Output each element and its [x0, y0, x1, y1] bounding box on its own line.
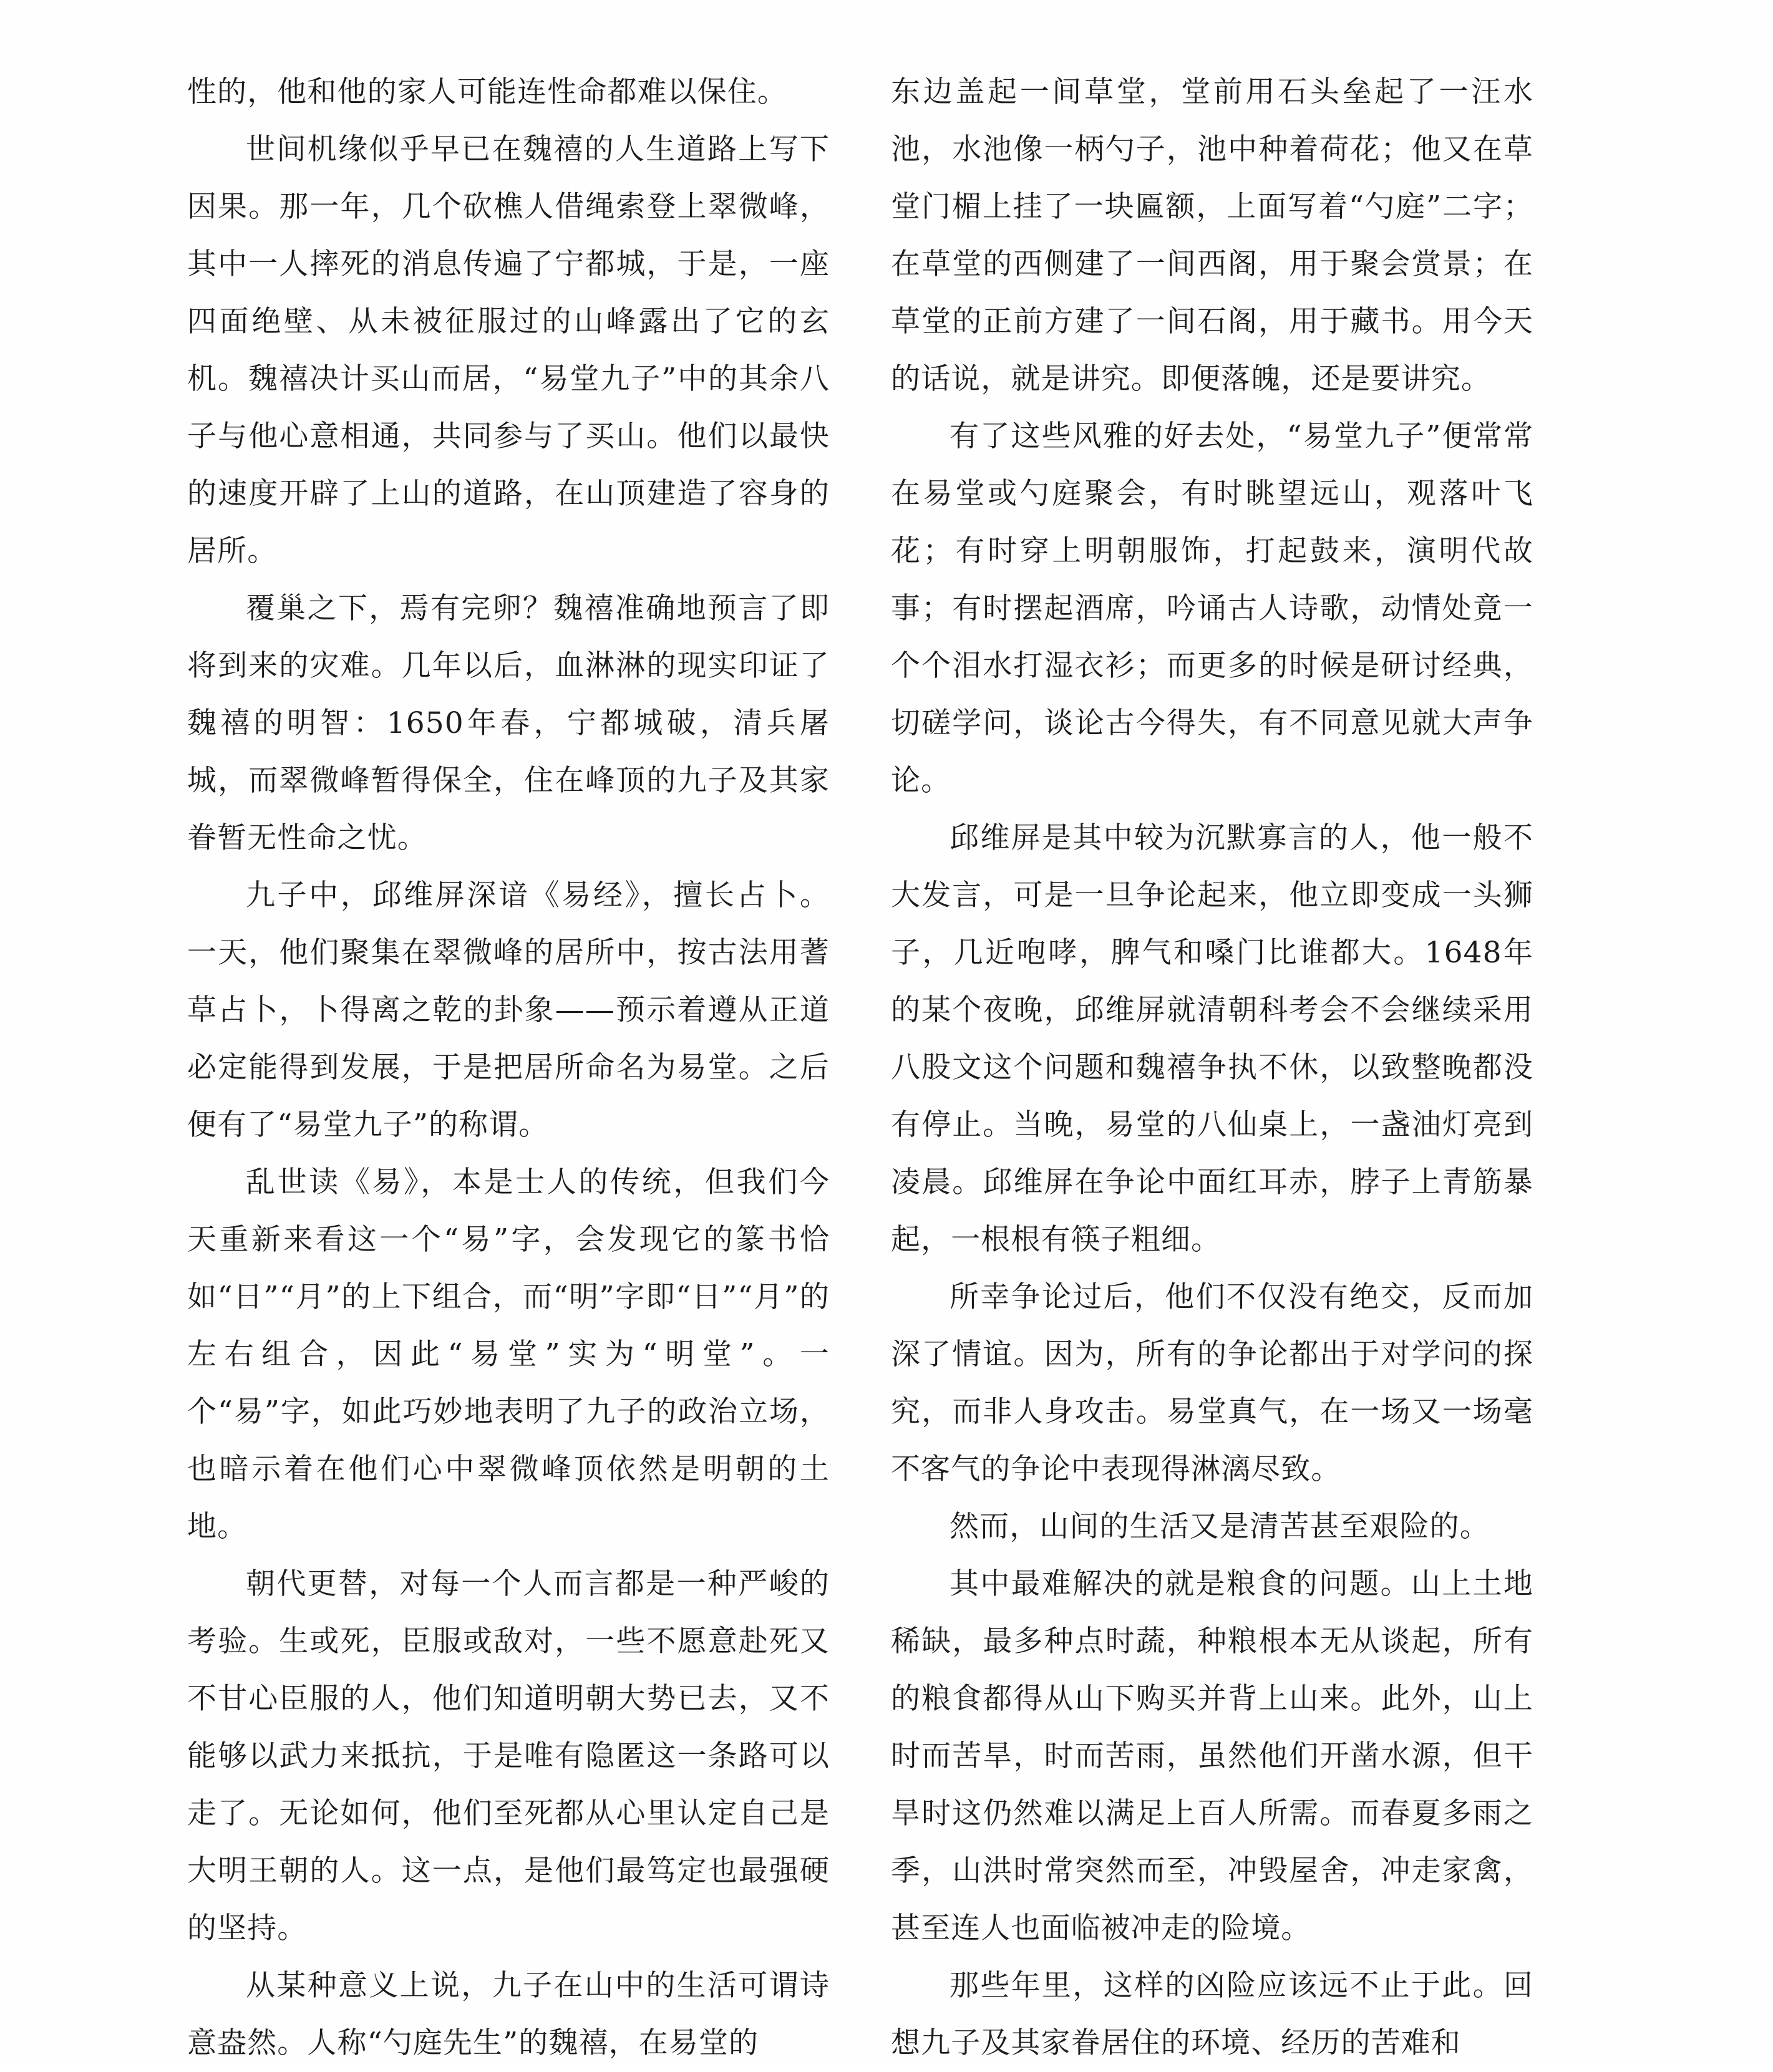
paragraph: 九子中，邱维屏深谙《易经》，擅长占卜。一天，他们聚集在翠微峰的居所中，按古法用蓍草占卜，卜得离之乾的卦象——预示着遵从正道必定能得到发展，于是把居所命名为易堂。之后便有了“易堂九子”的称谓。	[187, 878, 830, 1142]
paragraph: 邱维屏是其中较为沉默寡言的人，他一般不大发言，可是一旦争论起来，他立即变成一头狮子，几近咆哮，脾气和嗓门比谁都大。1648年的某个夜晚，邱维屏就清朝科考会不会继续采用八股文这个问题和魏禧争执不休，以致整晚都没有停止。当晚，易堂的八仙桌上，一盏油灯亮到凌晨。邱维屏在争论中面红耳赤，脖子上青筋暴起，一根根有筷子粗细。	[891, 821, 1533, 1257]
left-column	[187, 64, 830, 2072]
paragraph: 从某种意义上说，九子在山中的生活可谓诗意盎然。人称“勺庭先生”的魏禧，在易堂的	[187, 1968, 830, 2060]
paragraph: 所幸争论过后，他们不仅没有绝交，反而加深了情谊。因为，所有的争论都出于对学问的探究，而非人身攻击。易堂真气，在一场又一场毫不客气的争论中表现得淋漓尽致。	[891, 1280, 1533, 1486]
paragraph: 乱世读《易》，本是士人的传统，但我们今天重新来看这一个“易”字，会发现它的篆书恰如“日”“月”的上下组合，而“明”字即“日”“月”的左右组合，因此“易堂”实为“明堂”。一个“易”字，如此巧妙地表明了九子的政治立场，也暗示着在他们心中翠微峰顶依然是明朝的土地。	[187, 1165, 830, 1544]
paragraph: 其中最难解决的就是粮食的问题。山上土地稀缺，最多种点时蔬，种粮根本无从谈起，所有的粮食都得从山下购买并背上山来。此外，山上时而苦旱，时而苦雨，虽然他们开凿水源，但干旱时这仍然难以满足上百人所需。而春夏多雨之季，山洪时常突然而至，冲毁屋舍，冲走家禽，甚至连人也面临被冲走的险境。	[891, 1567, 1533, 1945]
paragraph: 然而，山间的生活又是清苦甚至艰险的。	[950, 1509, 1490, 1544]
paragraph: 那些年里，这样的凶险应该远不止于此。回想九子及其家眷居住的环境、经历的苦难和	[891, 1968, 1533, 2060]
paragraph: 世间机缘似乎早已在魏禧的人生道路上写下因果。那一年，几个砍樵人借绳索登上翠微峰，其中一人摔死的消息传遍了宁都城，于是，一座四面绝壁、从未被征服过的山峰露出了它的玄机。魏禧决计买山而居，“易堂九子”中的其余八子与他心意相通，共同参与了买山。他们以最快的速度开辟了上山的道路，在山顶建造了容身的居所。	[187, 132, 830, 568]
right-column	[891, 64, 1533, 2072]
paragraph: 有了这些风雅的好去处，“易堂九子”便常常在易堂或勺庭聚会，有时眺望远山，观落叶飞花；有时穿上明朝服饰，打起鼓来，演明代故事；有时摆起酒席，吟诵古人诗歌，动情处竟一个个泪水打湿衣衫；而更多的时候是研讨经典，切磋学问，谈论古今得失，有不同意见就大声争论。	[891, 419, 1533, 798]
paragraph: 东边盖起一间草堂，堂前用石头垒起了一汪水池，水池像一柄勺子，池中种着荷花；他又在草堂门楣上挂了一块匾额，上面写着“勺庭”二字；在草堂的西侧建了一间西阁，用于聚会赏景；在草堂的正前方建了一间石阁，用于藏书。用今天的话说，就是讲究。即便落魄，还是要讲究。	[891, 75, 1533, 396]
paragraph: 性的，他和他的家人可能连性命都难以保住。	[187, 75, 787, 109]
paragraph: 覆巢之下，焉有完卵？魏禧准确地预言了即将到来的灾难。几年以后，血淋淋的现实印证了魏禧的明智：1650年春，宁都城破，清兵屠城，而翠微峰暂得保全，住在峰顶的九子及其家眷暂无性命之忧。	[187, 591, 830, 855]
paragraph: 朝代更替，对每一个人而言都是一种严峻的考验。生或死，臣服或敌对，一些不愿意赴死又不甘心臣服的人，他们知道明朝大势已去，又不能够以武力来抵抗，于是唯有隐匿这一条路可以走了。无论如何，他们至死都从心里认定自己是大明王朝的人。这一点，是他们最笃定也最强硬的坚持。	[187, 1567, 830, 1945]
